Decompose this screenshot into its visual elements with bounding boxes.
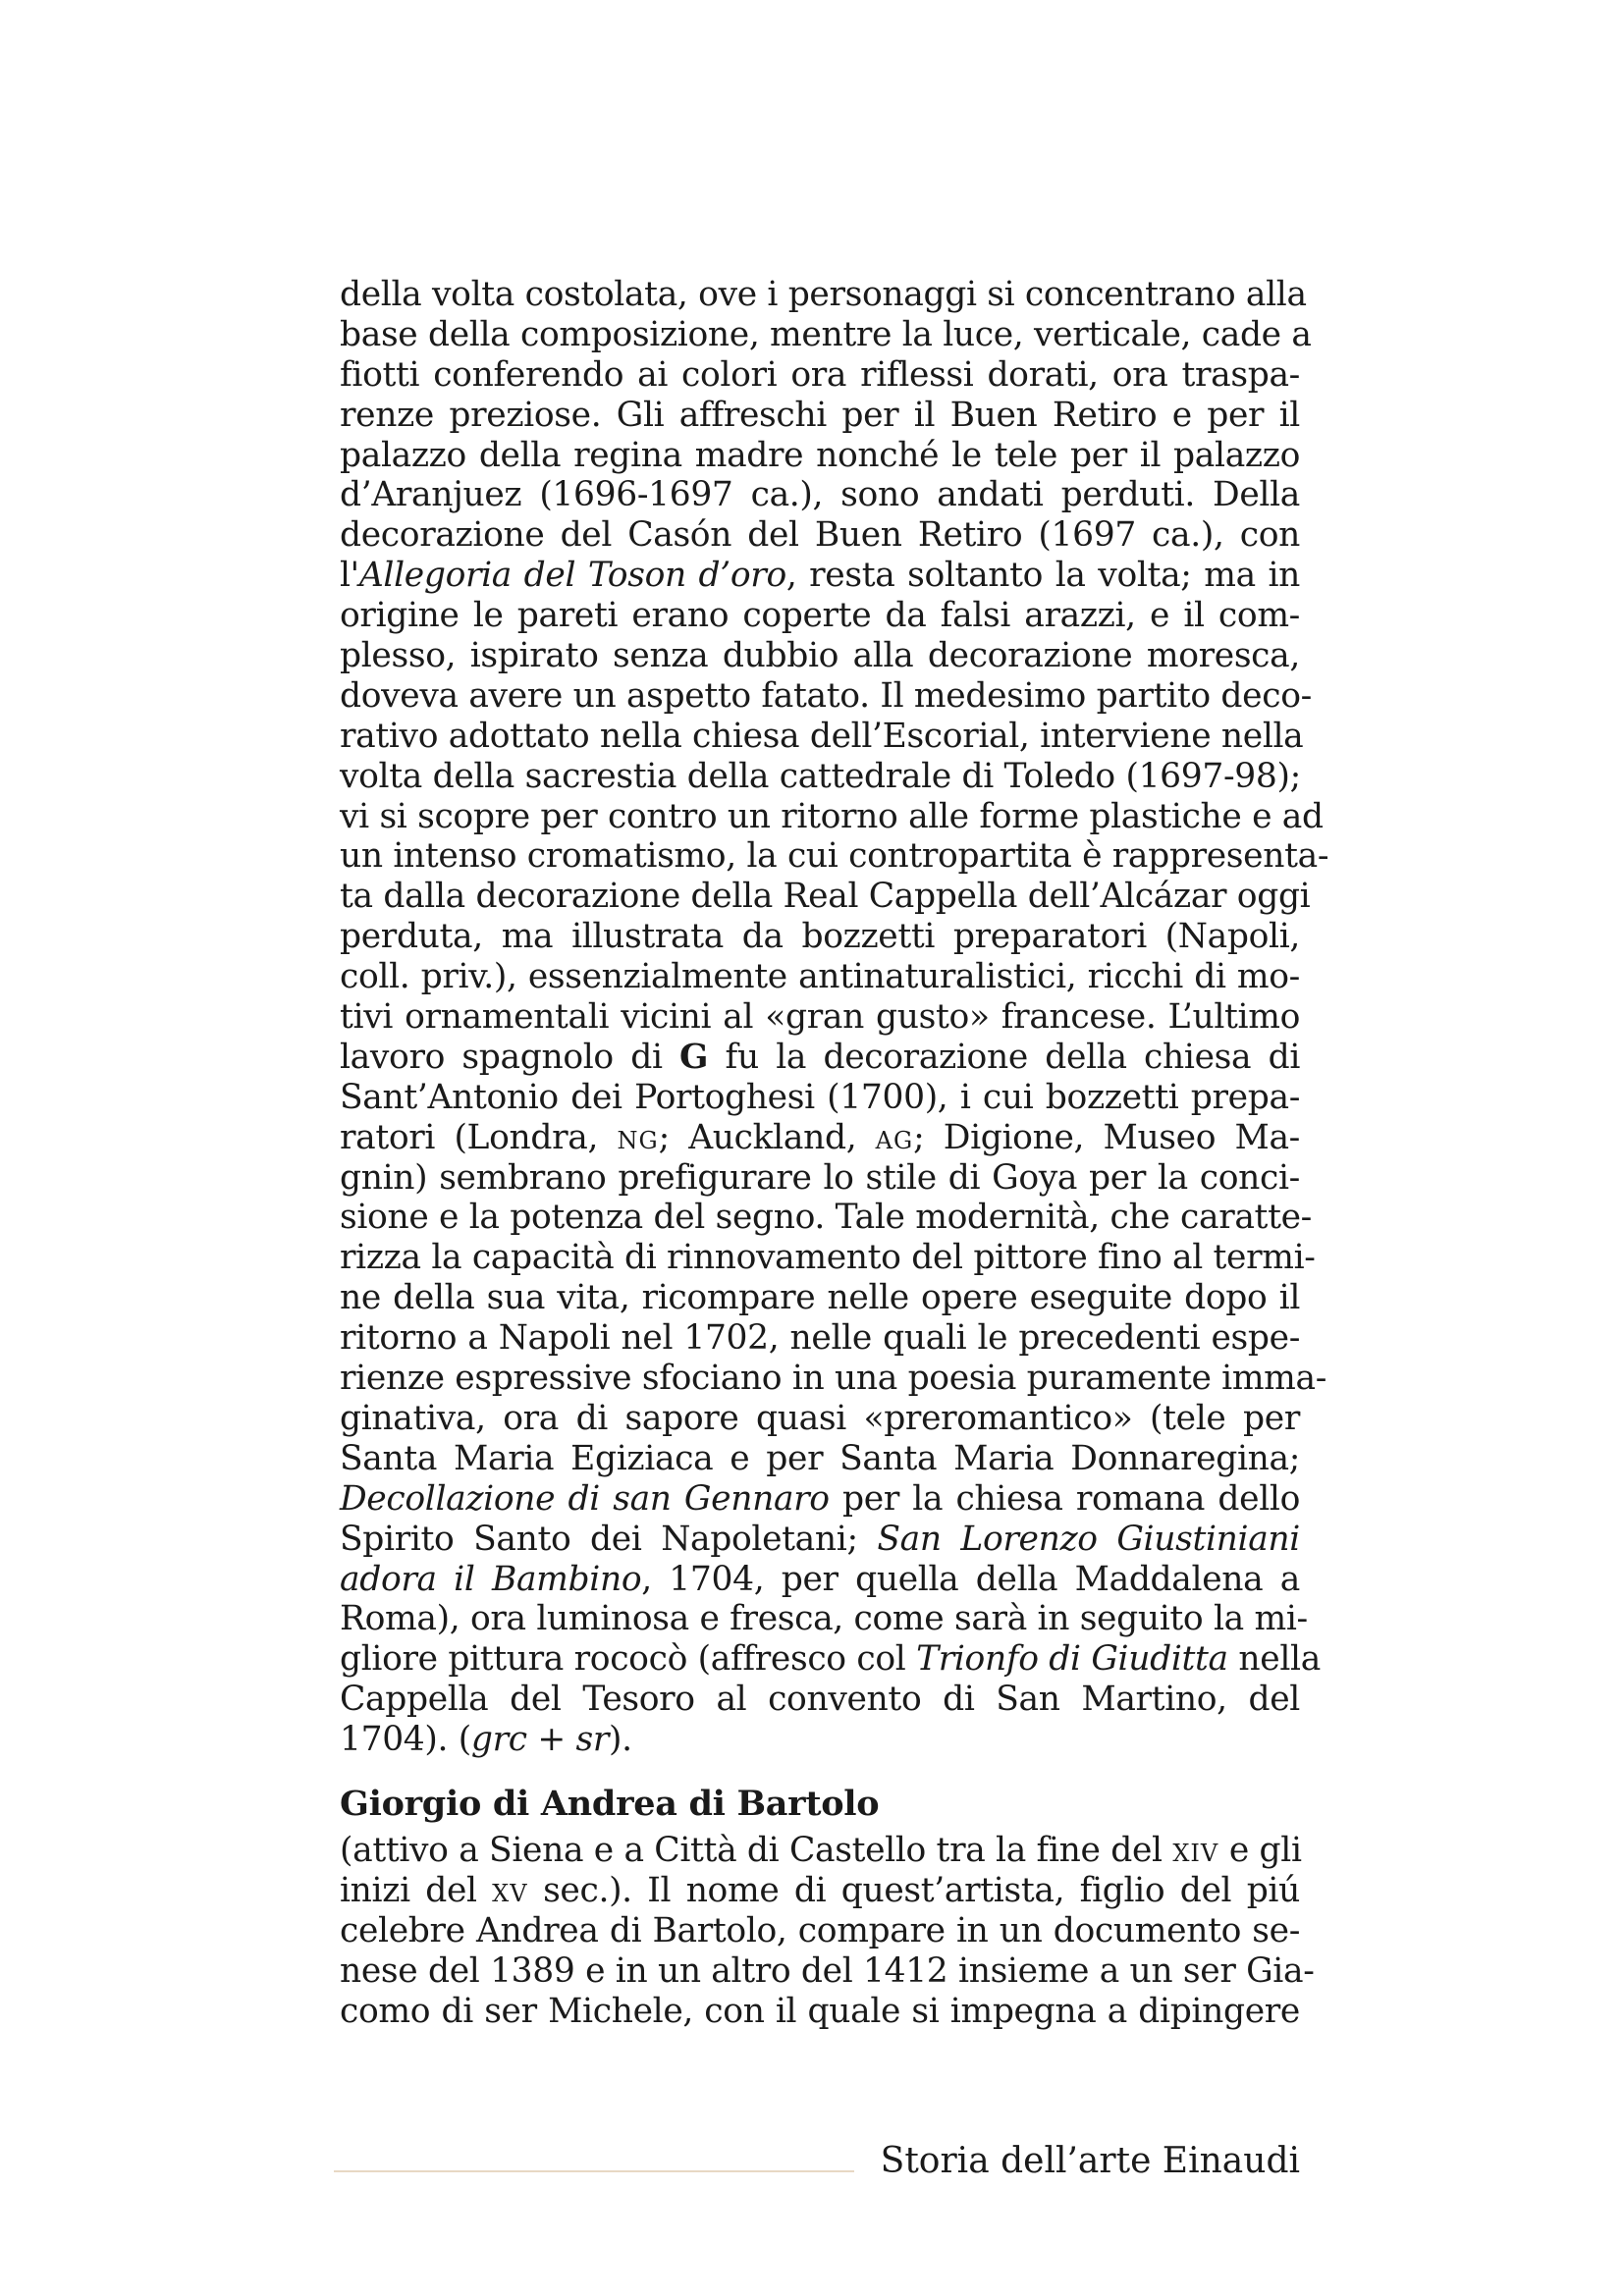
text-segment: inizi del xyxy=(340,1870,477,1910)
text-line: vi si scopre per contro un ritorno alle forme plastiche e ad xyxy=(340,796,1324,836)
text-line: Cappella del Tesoro al convento di San Martino, del xyxy=(340,1680,1300,1720)
page-body xyxy=(340,275,1329,2031)
century-numeral: XV xyxy=(492,1879,528,1907)
century-numeral: XIV xyxy=(1172,1839,1219,1867)
text-segment: ). xyxy=(609,1720,632,1760)
museum-abbr: AG xyxy=(875,1126,914,1154)
text-line xyxy=(340,1118,1300,1158)
footer-publisher: Storia dell’arte Einaudi xyxy=(880,2141,1300,2181)
text-line: ritorno a Napoli nel 1702, nelle quali le precedenti espe- xyxy=(340,1318,1300,1359)
text-line: nese del 1389 e in un altro del 1412 insieme a un ser Gia- xyxy=(340,1950,1315,1991)
text-line: decorazione del Casón del Buen Retiro (1697 ca.), con xyxy=(340,515,1300,556)
text-line: base della composizione, mentre la luce, verticale, cade a xyxy=(340,314,1312,354)
author-initials: grc + sr xyxy=(470,1720,609,1760)
text-segment: (attivo a Siena e a Città di Castello tra la fine del xyxy=(340,1830,1163,1870)
text-line: Roma), ora luminosa e fresca, come sarà in seguito la mi- xyxy=(340,1599,1308,1639)
text-line: Sant’Antonio dei Portoghesi (1700), i cui bozzetti prepa- xyxy=(340,1077,1300,1117)
text-line: ginativa, ora di sapore quasi «preromantico» (tele per xyxy=(340,1398,1300,1438)
text-line xyxy=(340,1639,1321,1680)
artwork-title: Allegoria del Toson d’oro xyxy=(358,556,786,596)
text-segment: e gli xyxy=(1228,1830,1302,1870)
museum-abbr: NG xyxy=(617,1126,659,1154)
text-segment: Spirito Santo dei Napoletani; xyxy=(340,1519,858,1559)
entry-heading: Giorgio di Andrea di Bartolo xyxy=(340,1783,880,1824)
text-line: origine le pareti erano coperte da falsi arazzi, e il com- xyxy=(340,596,1300,636)
artwork-title: San Lorenzo Giustiniani xyxy=(877,1519,1300,1559)
text-segment: l' xyxy=(340,556,359,596)
text-segment: per la chiesa romana dello xyxy=(842,1478,1300,1519)
text-line: volta della sacrestia della cattedrale di Toledo (1697-98); xyxy=(340,756,1301,796)
text-segment: 1704). ( xyxy=(340,1720,471,1760)
text-segment: ratori (Londra, xyxy=(340,1117,599,1157)
text-line xyxy=(340,1720,1300,1760)
text-line: doveva avere un aspetto fatato. Il medesimo partito deco- xyxy=(340,675,1312,716)
text-line: como di ser Michele, con il quale si impegna a dipingere xyxy=(340,1991,1300,2031)
text-line xyxy=(340,1560,1300,1600)
text-line: ne della sua vita, ricompare nelle opere eseguite dopo il xyxy=(340,1278,1300,1318)
text-line: sione e la potenza del segno. Tale modernità, che caratte- xyxy=(340,1198,1312,1238)
text-line: coll. priv.), essenzialmente antinaturalistici, ricchi di mo- xyxy=(340,957,1300,997)
text-segment: , resta soltanto la volta; ma in xyxy=(785,556,1301,596)
text-line: della volta costolata, ove i personaggi si concentrano alla xyxy=(340,275,1307,314)
text-segment: sec.). Il nome di quest’artista, figlio del piú xyxy=(543,1870,1300,1910)
page-footer xyxy=(334,2138,1300,2197)
text-segment: lavoro spagnolo di xyxy=(340,1037,663,1077)
text-line xyxy=(340,1479,1300,1520)
text-line xyxy=(340,556,1300,596)
text-line: rativo adottato nella chiesa dell’Escorial, interviene nella xyxy=(340,716,1304,756)
text-line xyxy=(340,1831,1300,1871)
text-line: celebre Andrea di Bartolo, compare in un documento se- xyxy=(340,1910,1300,1950)
text-line: ta dalla decorazione della Real Cappella dell’Alcázar oggi xyxy=(340,877,1311,917)
text-line: palazzo della regina madre nonché le tele per il palazzo xyxy=(340,435,1300,475)
text-segment: ; Digione, Museo Ma- xyxy=(913,1117,1300,1157)
text-line: renze preziose. Gli affreschi per il Buen Retiro e per il xyxy=(340,395,1300,435)
text-line xyxy=(340,1871,1300,1911)
text-segment: fu la decorazione della chiesa di xyxy=(725,1037,1301,1077)
text-line: tivi ornamentali vicini al «gran gusto» francese. L’ultimo xyxy=(340,997,1300,1038)
text-segment: gliore pittura rococò (affresco col xyxy=(340,1639,906,1680)
text-line: rienze espressive sfociano in una poesia puramente imma- xyxy=(340,1359,1327,1399)
artwork-title: Decollazione di san Gennaro xyxy=(340,1478,830,1519)
text-segment: ; Auckland, xyxy=(658,1117,857,1157)
text-segment: nella xyxy=(1238,1639,1321,1680)
artwork-title: adora il Bambino xyxy=(340,1559,642,1599)
text-line xyxy=(340,1520,1300,1560)
text-line: gnin) sembrano prefigurare lo stile di Goya per la conci- xyxy=(340,1157,1300,1198)
text-line: perduta, ma illustrata da bozzetti preparatori (Napoli, xyxy=(340,917,1300,957)
text-line: un intenso cromatismo, la cui contropartita è rappresenta- xyxy=(340,836,1329,877)
text-line xyxy=(340,1038,1300,1078)
author-initial: G xyxy=(679,1037,709,1077)
text-line: d’Aranjuez (1696-1697 ca.), sono andati perduti. Della xyxy=(340,475,1300,515)
text-line: rizza la capacità di rinnovamento del pittore fino al termi- xyxy=(340,1238,1316,1278)
footer-rule xyxy=(334,2170,854,2172)
text-line: fiotti conferendo ai colori ora riflessi dorati, ora traspa- xyxy=(340,354,1300,395)
text-line: Santa Maria Egiziaca e per Santa Maria Donnaregina; xyxy=(340,1438,1300,1478)
text-line: plesso, ispirato senza dubbio alla decorazione moresca, xyxy=(340,636,1300,676)
artwork-title: Trionfo di Giuditta xyxy=(916,1639,1228,1680)
text-segment: , 1704, per quella della Maddalena a xyxy=(641,1559,1300,1599)
